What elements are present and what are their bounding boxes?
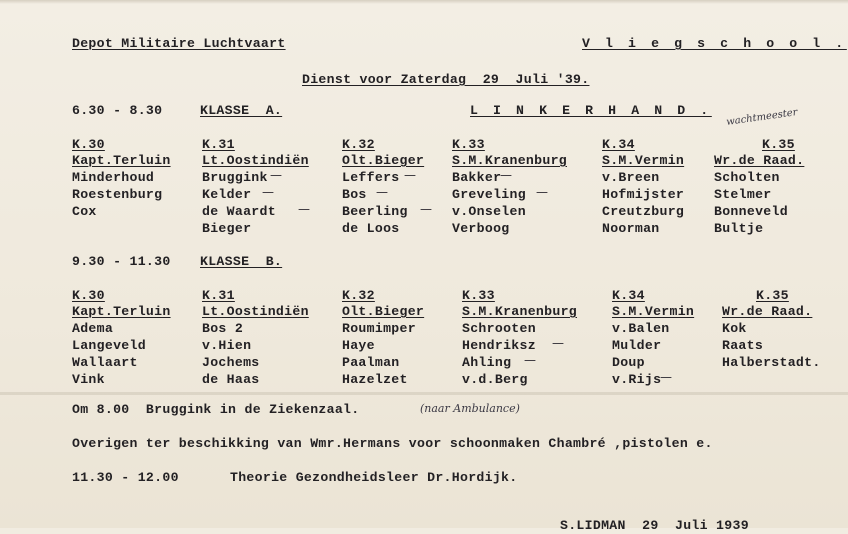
student-name: Scholten xyxy=(714,170,780,185)
student-name: Adema xyxy=(72,321,114,336)
student-name: Roumimper xyxy=(342,321,416,336)
header-right: V l i e g s c h o o l . xyxy=(582,36,847,51)
student-name: Kelder xyxy=(202,187,252,202)
column-instructor: S.M.Kranenburg xyxy=(462,304,577,319)
column-instructor: S.M.Vermin xyxy=(602,153,685,168)
dash-mark: — xyxy=(660,370,672,384)
student-name: v.Rijs xyxy=(612,372,662,387)
session-a-klasse: KLASSE A. xyxy=(200,103,283,118)
column-code: K.35 xyxy=(756,288,789,303)
column-instructor: Lt.Oostindiën xyxy=(202,153,309,168)
student-name: Verboog xyxy=(452,221,510,236)
student-name: Bruggink xyxy=(202,170,268,185)
student-name: de Haas xyxy=(202,372,260,387)
note-line-3-text: Theorie Gezondheidsleer Dr.Hordijk. xyxy=(230,470,518,485)
column-code: K.31 xyxy=(202,288,235,303)
column-instructor: S.M.Kranenburg xyxy=(452,153,567,168)
dash-mark: — xyxy=(420,202,432,216)
student-name: Beerling xyxy=(342,204,408,219)
column-code: K.34 xyxy=(602,137,635,152)
student-name: v.d.Berg xyxy=(462,372,528,387)
column-code: K.35 xyxy=(762,137,795,152)
student-name: Bieger xyxy=(202,221,252,236)
student-name: Langeveld xyxy=(72,338,146,353)
student-name: v.Breen xyxy=(602,170,660,185)
session-b-klasse: KLASSE B. xyxy=(200,254,283,269)
column-code: K.31 xyxy=(202,137,235,152)
dash-mark: — xyxy=(298,202,310,216)
dash-mark: — xyxy=(262,185,274,199)
dash-mark: — xyxy=(524,353,536,367)
student-name: Hazelzet xyxy=(342,372,408,387)
student-name: Leffers xyxy=(342,170,400,185)
dash-mark: — xyxy=(376,185,388,199)
student-name: Greveling xyxy=(452,187,526,202)
student-name: Halberstadt. xyxy=(722,355,821,370)
column-instructor: Olt.Bieger xyxy=(342,153,425,168)
student-name: Paalman xyxy=(342,355,400,370)
dash-mark: — xyxy=(536,185,548,199)
student-name: Raats xyxy=(722,338,764,353)
student-name: Haye xyxy=(342,338,375,353)
footer-signature-line: S.LIDMAN 29 Juli 1939 xyxy=(560,518,749,533)
student-name: Cox xyxy=(72,204,97,219)
column-instructor: Olt.Bieger xyxy=(342,304,425,319)
student-name: v.Onselen xyxy=(452,204,526,219)
student-name: Creutzburg xyxy=(602,204,685,219)
dash-mark: — xyxy=(552,336,564,350)
student-name: Bakker xyxy=(452,170,502,185)
student-name: Stelmer xyxy=(714,187,772,202)
note-line-1: Om 8.00 Bruggink in de Ziekenzaal. xyxy=(72,402,360,417)
note-line-3-time: 11.30 - 12.00 xyxy=(72,470,179,485)
column-instructor: Lt.Oostindiën xyxy=(202,304,309,319)
column-code: K.32 xyxy=(342,137,375,152)
student-name: Wallaart xyxy=(72,355,138,370)
student-name: Doup xyxy=(612,355,645,370)
student-name: Bos 2 xyxy=(202,321,244,336)
student-name: v.Hien xyxy=(202,338,252,353)
column-instructor: Kapt.Terluin xyxy=(72,153,171,168)
page-edge-shadow xyxy=(0,0,848,4)
column-instructor: S.M.Vermin xyxy=(612,304,695,319)
session-a-hand: L I N K E R H A N D . xyxy=(470,103,712,118)
column-instructor: Wr.de Raad. xyxy=(722,304,813,319)
student-name: Ahling xyxy=(462,355,512,370)
dash-mark: — xyxy=(404,168,416,182)
column-code: K.30 xyxy=(72,288,105,303)
student-name: Bultje xyxy=(714,221,764,236)
column-code: K.33 xyxy=(462,288,495,303)
student-name: Jochems xyxy=(202,355,260,370)
note-line-2: Overigen ter beschikking van Wmr.Hermans voor schoonmaken Chambré ,pistolen e. xyxy=(72,436,713,451)
paper-crease xyxy=(0,392,848,395)
column-code: K.34 xyxy=(612,288,645,303)
student-name: Minderhoud xyxy=(72,170,155,185)
column-instructor: Wr.de Raad. xyxy=(714,153,805,168)
student-name: de Waardt xyxy=(202,204,276,219)
dash-mark: — xyxy=(500,168,512,182)
column-instructor: Kapt.Terluin xyxy=(72,304,171,319)
student-name: Mulder xyxy=(612,338,662,353)
session-b-time: 9.30 - 11.30 xyxy=(72,254,171,269)
student-name: Bonneveld xyxy=(714,204,788,219)
student-name: Hendriksz xyxy=(462,338,536,353)
student-name: v.Balen xyxy=(612,321,670,336)
student-name: Hofmijster xyxy=(602,187,685,202)
student-name: Roestenburg xyxy=(72,187,163,202)
dash-mark: — xyxy=(270,168,282,182)
student-name: Bos xyxy=(342,187,367,202)
header-left: Depot Militaire Luchtvaart xyxy=(72,36,286,51)
student-name: Kok xyxy=(722,321,747,336)
page-title: Dienst voor Zaterdag 29 Juli '39. xyxy=(302,72,590,87)
session-a-time: 6.30 - 8.30 xyxy=(72,103,163,118)
student-name: Vink xyxy=(72,372,105,387)
column-code: K.32 xyxy=(342,288,375,303)
column-code: K.30 xyxy=(72,137,105,152)
student-name: Noorman xyxy=(602,221,660,236)
note-line-1-handwritten: (naar Ambulance) xyxy=(420,402,520,415)
handwritten-note-top: wachtmeester xyxy=(725,107,799,128)
student-name: de Loos xyxy=(342,221,400,236)
column-code: K.33 xyxy=(452,137,485,152)
student-name: Schrooten xyxy=(462,321,536,336)
